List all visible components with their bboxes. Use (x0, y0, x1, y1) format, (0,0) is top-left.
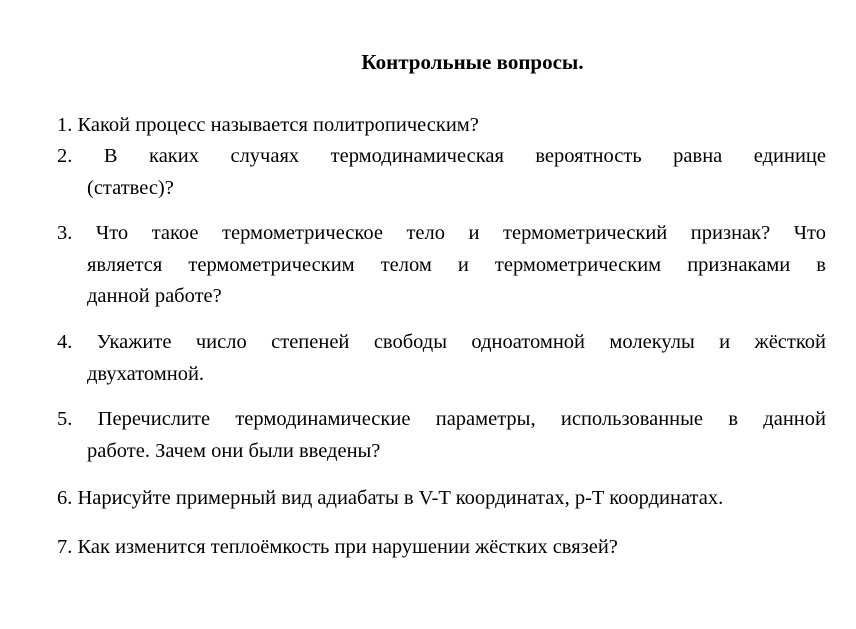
question-number: 7. (57, 536, 73, 558)
question-1 (57, 110, 826, 142)
question-text: Что такое термометрическое тело и термометрический признак? Что (95, 222, 826, 244)
question-3 (57, 218, 826, 313)
question-text: двухатомной. (87, 362, 205, 385)
question-text: Какой процесс называется политропическим? (77, 114, 479, 136)
question-text: данной работе? (87, 285, 222, 307)
question-number: 5. (57, 408, 73, 430)
question-first-line (57, 404, 826, 436)
question-number: 4. (57, 331, 73, 353)
question-text: Укажите число степеней свободы одноатомной молекулы и жёсткой (96, 331, 826, 353)
question-number: 1. (57, 114, 73, 136)
question-2 (57, 141, 826, 204)
page-title: Контрольные вопросы. (361, 50, 584, 74)
question-text: (статвес)? (87, 176, 174, 199)
question-text: В каких случаях термодинамическая вероятность равна единице (103, 145, 827, 167)
question-first-line (57, 141, 826, 173)
question-number: 2. (57, 145, 73, 167)
question-text: Как изменится теплоёмкость при нарушении жёстких связей? (77, 536, 618, 558)
question-6 (57, 483, 826, 515)
question-number: 6. (57, 487, 73, 509)
question-number: 3. (57, 222, 73, 244)
question-first-line (57, 218, 826, 250)
question-first-line (57, 327, 826, 359)
question-text: Перечислите термодинамические параметры, использованные в данной (97, 408, 826, 430)
question-7 (57, 532, 826, 564)
question-text: работе. Зачем они были введены? (87, 439, 381, 462)
question-5 (57, 404, 826, 467)
question-4 (57, 327, 826, 390)
question-text: Нарисуйте примерный вид адиабаты в V-T координатах, p-T координатах. (77, 487, 724, 509)
question-text: является термометрическим телом и термометрическим признаками в (87, 253, 826, 276)
